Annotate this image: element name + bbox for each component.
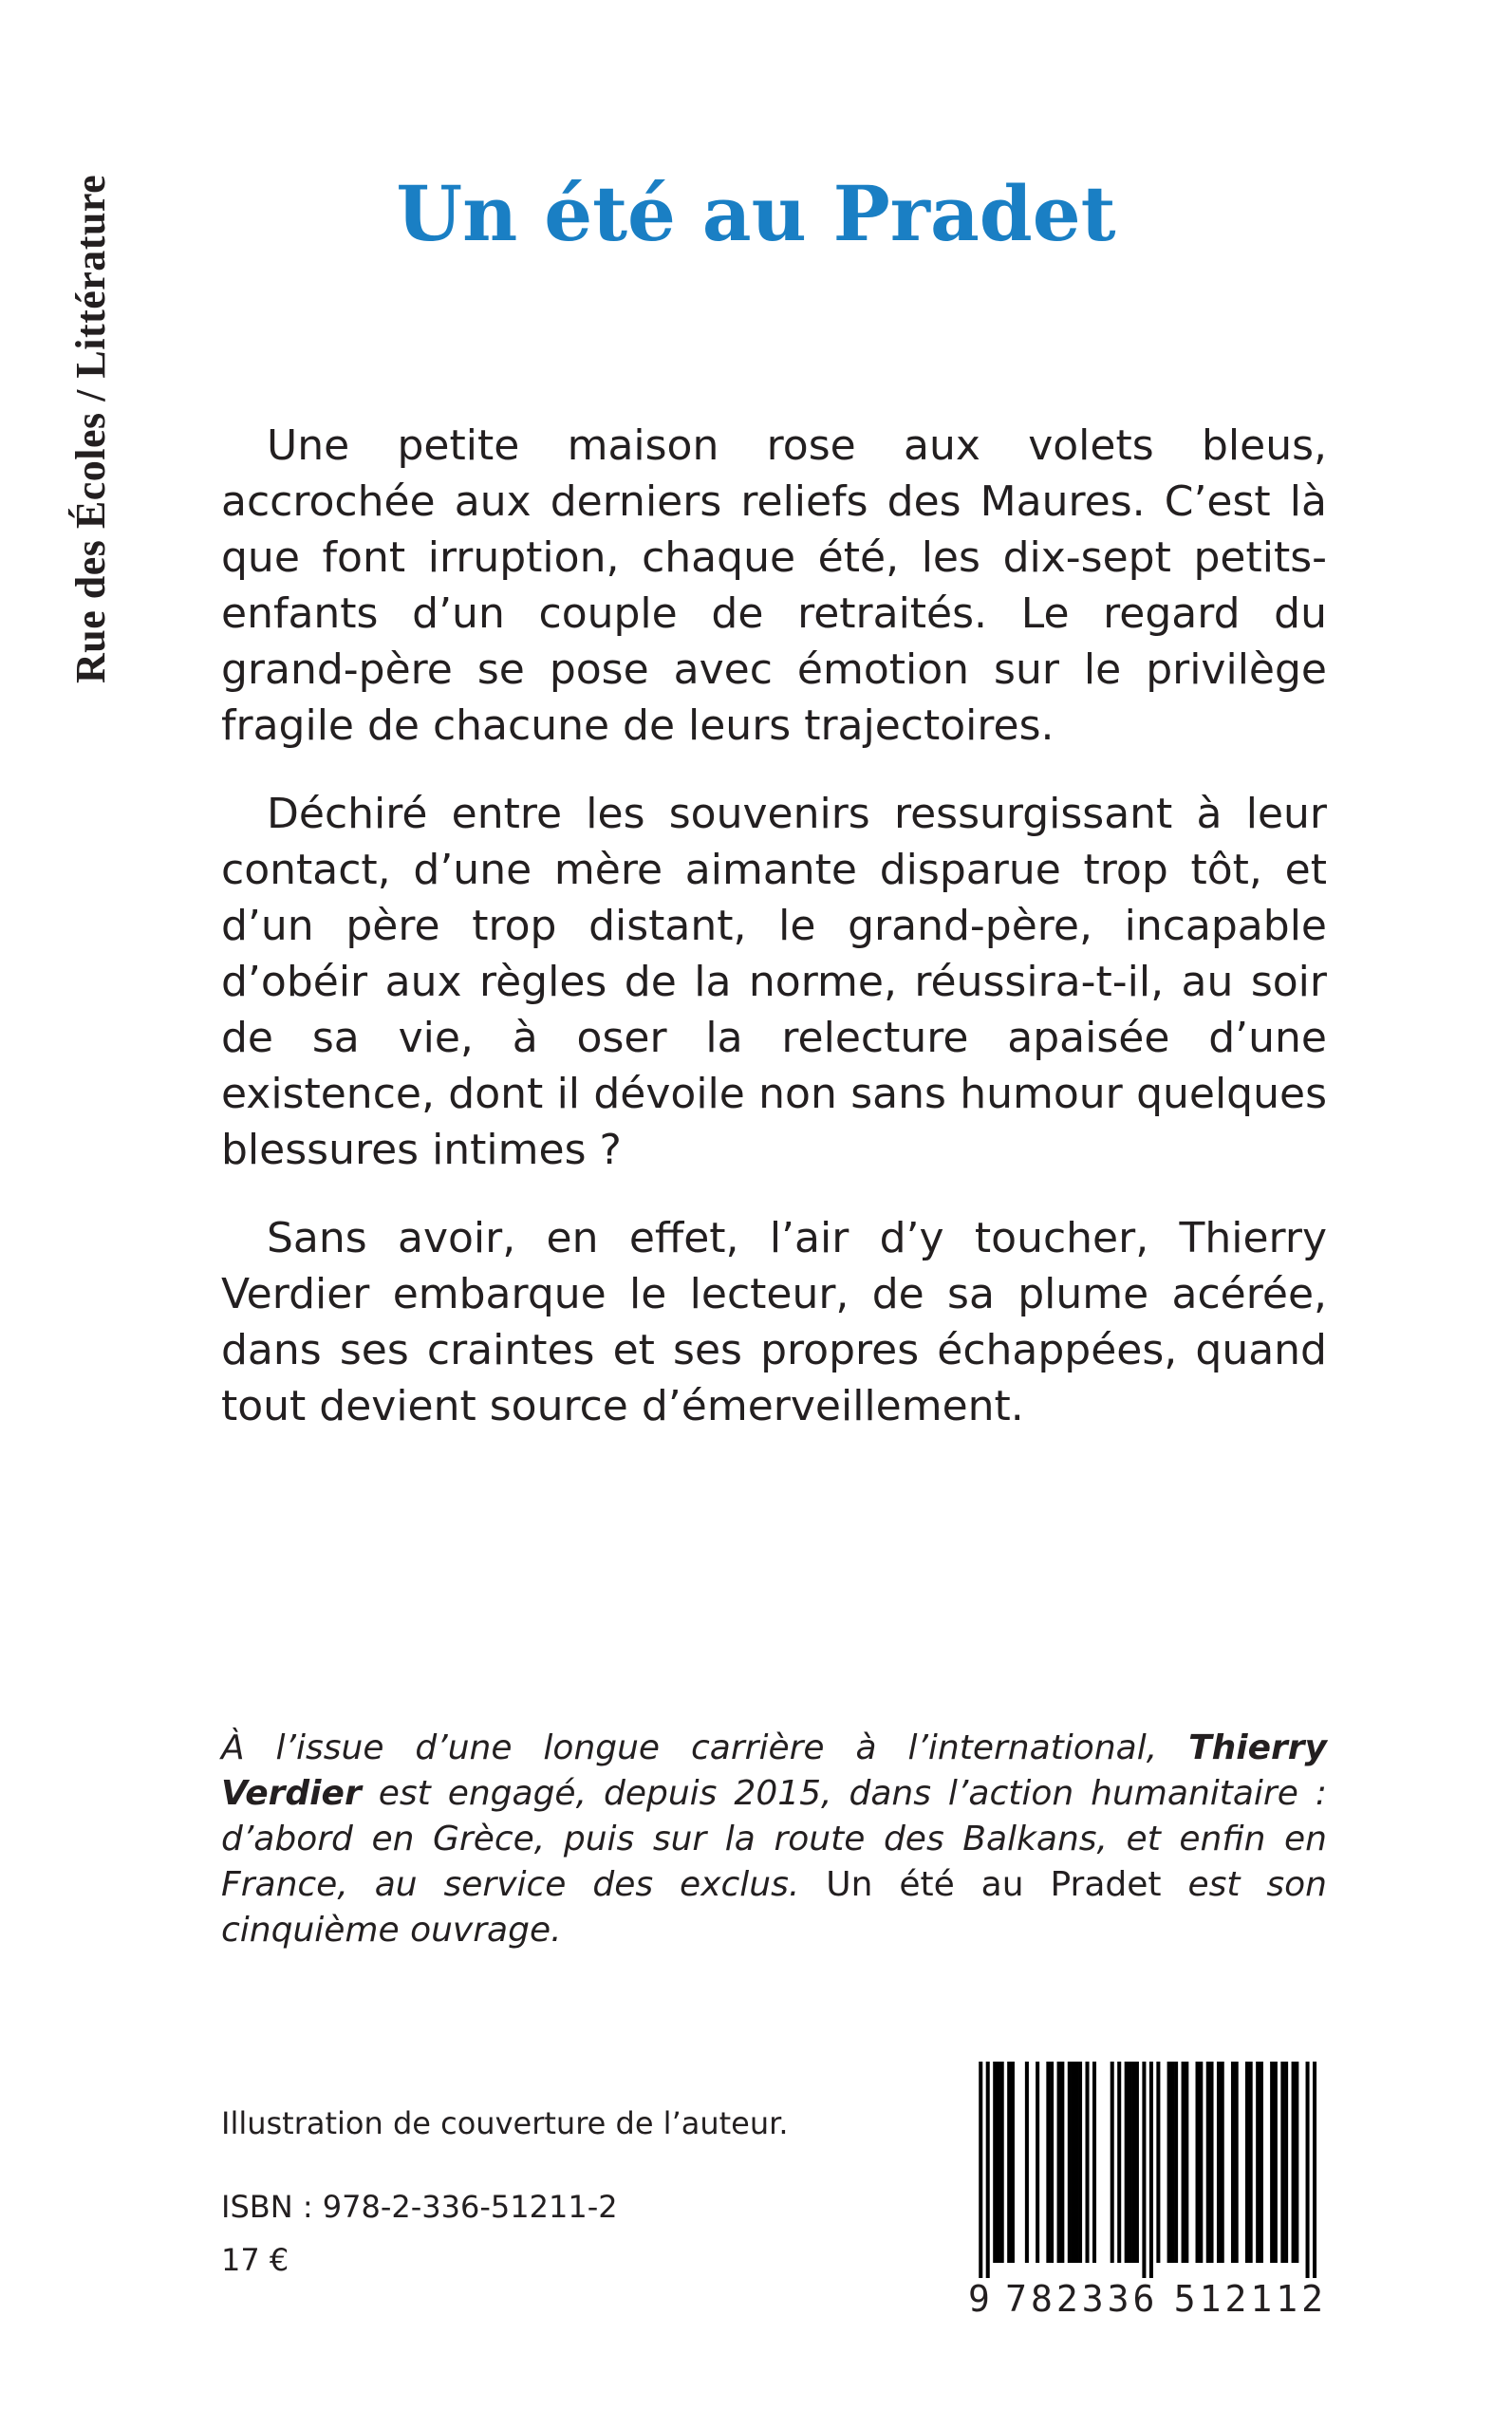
barcode-bar bbox=[1117, 2062, 1121, 2263]
barcode-bar bbox=[1046, 2062, 1050, 2263]
barcode-bar bbox=[1025, 2062, 1029, 2263]
barcode-bar bbox=[1292, 2062, 1296, 2263]
barcode-bar bbox=[993, 2062, 997, 2263]
barcode-bar bbox=[1125, 2062, 1129, 2263]
barcode-bar bbox=[1068, 2062, 1072, 2263]
barcode-bar bbox=[1185, 2062, 1188, 2263]
barcode-bar bbox=[1050, 2062, 1054, 2263]
barcode-bar bbox=[1149, 2062, 1153, 2278]
barcode-bar bbox=[1057, 2062, 1061, 2263]
book-title: Un été au Pradet bbox=[396, 169, 1116, 258]
spine-collection-label: Rue des Écoles / Littérature bbox=[67, 174, 114, 683]
price-label: 17 € bbox=[221, 2242, 289, 2278]
barcode-bar bbox=[1231, 2062, 1235, 2263]
barcode-bar bbox=[1284, 2062, 1288, 2263]
barcode-bar bbox=[1142, 2062, 1146, 2278]
bio-text-1: À l’issue d’une longue carrière à l’international, bbox=[221, 1728, 1189, 1767]
barcode-group-1: 782336 bbox=[1005, 2278, 1159, 2320]
barcode-bar bbox=[1249, 2062, 1253, 2263]
barcode-lead-digit: 9 bbox=[968, 2278, 990, 2320]
barcode-bar bbox=[1060, 2062, 1064, 2263]
barcode-bar bbox=[1270, 2062, 1274, 2263]
barcode-bar bbox=[1011, 2062, 1015, 2263]
barcode-bar bbox=[1196, 2062, 1200, 2263]
barcode-digits bbox=[968, 2278, 1327, 2320]
barcode-bar bbox=[1206, 2062, 1210, 2263]
blurb-paragraph-1: Une petite maison rose aux volets bleus, accrochée aux derniers reliefs des Maures. C’est là que font irruption, chaque été, les dix-sept petits-enfants d’un couple de retraités. Le regard du grand-père se pose avec émotion sur le privilège fragile de chacune de leurs trajectoires. bbox=[221, 421, 1327, 750]
blurb-paragraph-3: Sans avoir, en effet, l’air d’y toucher, Thierry Verdier embarque le lecteur, de sa plume acérée, dans ses craintes et ses propres échappées, quand tout devient source d’émerveillement. bbox=[221, 1214, 1327, 1430]
barcode-bar bbox=[1221, 2062, 1224, 2263]
barcode-bar bbox=[997, 2062, 1000, 2263]
barcode-bar bbox=[1274, 2062, 1278, 2263]
illustration-credit: Illustration de couverture de l’auteur. bbox=[221, 2105, 789, 2141]
barcode-bar bbox=[1036, 2062, 1039, 2263]
barcode bbox=[968, 2062, 1327, 2323]
barcode-bar bbox=[1131, 2062, 1135, 2263]
barcode-bar bbox=[1170, 2062, 1174, 2263]
barcode-bar bbox=[1217, 2062, 1221, 2263]
barcode-bar bbox=[1256, 2062, 1260, 2263]
barcode-bar bbox=[1280, 2062, 1284, 2263]
barcode-bar bbox=[979, 2062, 982, 2278]
bio-text-2: est engagé, depuis 2015, dans l’action humanitaire : d’abord en Grèce, puis sur la route des Balkans, et enfin en France, au service des exclus. bbox=[221, 1774, 1327, 1904]
barcode-bar bbox=[1074, 2062, 1078, 2263]
barcode-bar bbox=[1092, 2062, 1096, 2263]
barcode-bar bbox=[1245, 2062, 1249, 2263]
barcode-bar bbox=[986, 2062, 990, 2278]
barcode-bar bbox=[1086, 2062, 1090, 2263]
barcode-bar bbox=[1111, 2062, 1114, 2263]
barcode-bar bbox=[1007, 2062, 1011, 2263]
barcode-bar bbox=[1313, 2062, 1316, 2278]
barcode-bar bbox=[1235, 2062, 1239, 2263]
barcode-bar bbox=[1128, 2062, 1131, 2263]
barcode-bar bbox=[1078, 2062, 1082, 2263]
barcode-bar bbox=[1260, 2062, 1263, 2263]
barcode-bar bbox=[1156, 2062, 1160, 2263]
back-cover-blurb bbox=[221, 418, 1327, 1466]
barcode-bar bbox=[1182, 2062, 1185, 2263]
barcode-group-2: 512112 bbox=[1173, 2278, 1327, 2320]
blurb-paragraph-2: Déchiré entre les souvenirs ressurgissant à leur contact, d’une mère aimante disparue trop tôt, et d’un père trop distant, le grand-père, incapable d’obéir aux règles de la norme, réussira-t-il, au soir de sa vie, à oser la relecture apaisée d’une existence, dont il dévoile non sans humour quelques blessures intimes ? bbox=[221, 790, 1327, 1174]
barcode-bar bbox=[1167, 2062, 1171, 2263]
barcode-bar bbox=[1210, 2062, 1214, 2263]
bio-text-3: est son cinquième ouvrage. bbox=[221, 1865, 1327, 1950]
barcode-bar bbox=[1000, 2062, 1004, 2263]
barcode-bar bbox=[1135, 2062, 1139, 2263]
barcode-bars bbox=[968, 2062, 1327, 2278]
barcode-bar bbox=[1295, 2062, 1298, 2263]
bio-book-title: Un été au Pradet bbox=[826, 1865, 1162, 1904]
barcode-bar bbox=[1199, 2062, 1203, 2263]
barcode-bar bbox=[1072, 2062, 1075, 2263]
isbn-label: ISBN : 978-2-336-51211-2 bbox=[221, 2189, 618, 2225]
bio-author-name: Thierry Verdier bbox=[221, 1728, 1327, 1813]
author-bio bbox=[221, 1726, 1327, 1953]
barcode-bar bbox=[1174, 2062, 1178, 2263]
barcode-bar bbox=[1306, 2062, 1310, 2278]
